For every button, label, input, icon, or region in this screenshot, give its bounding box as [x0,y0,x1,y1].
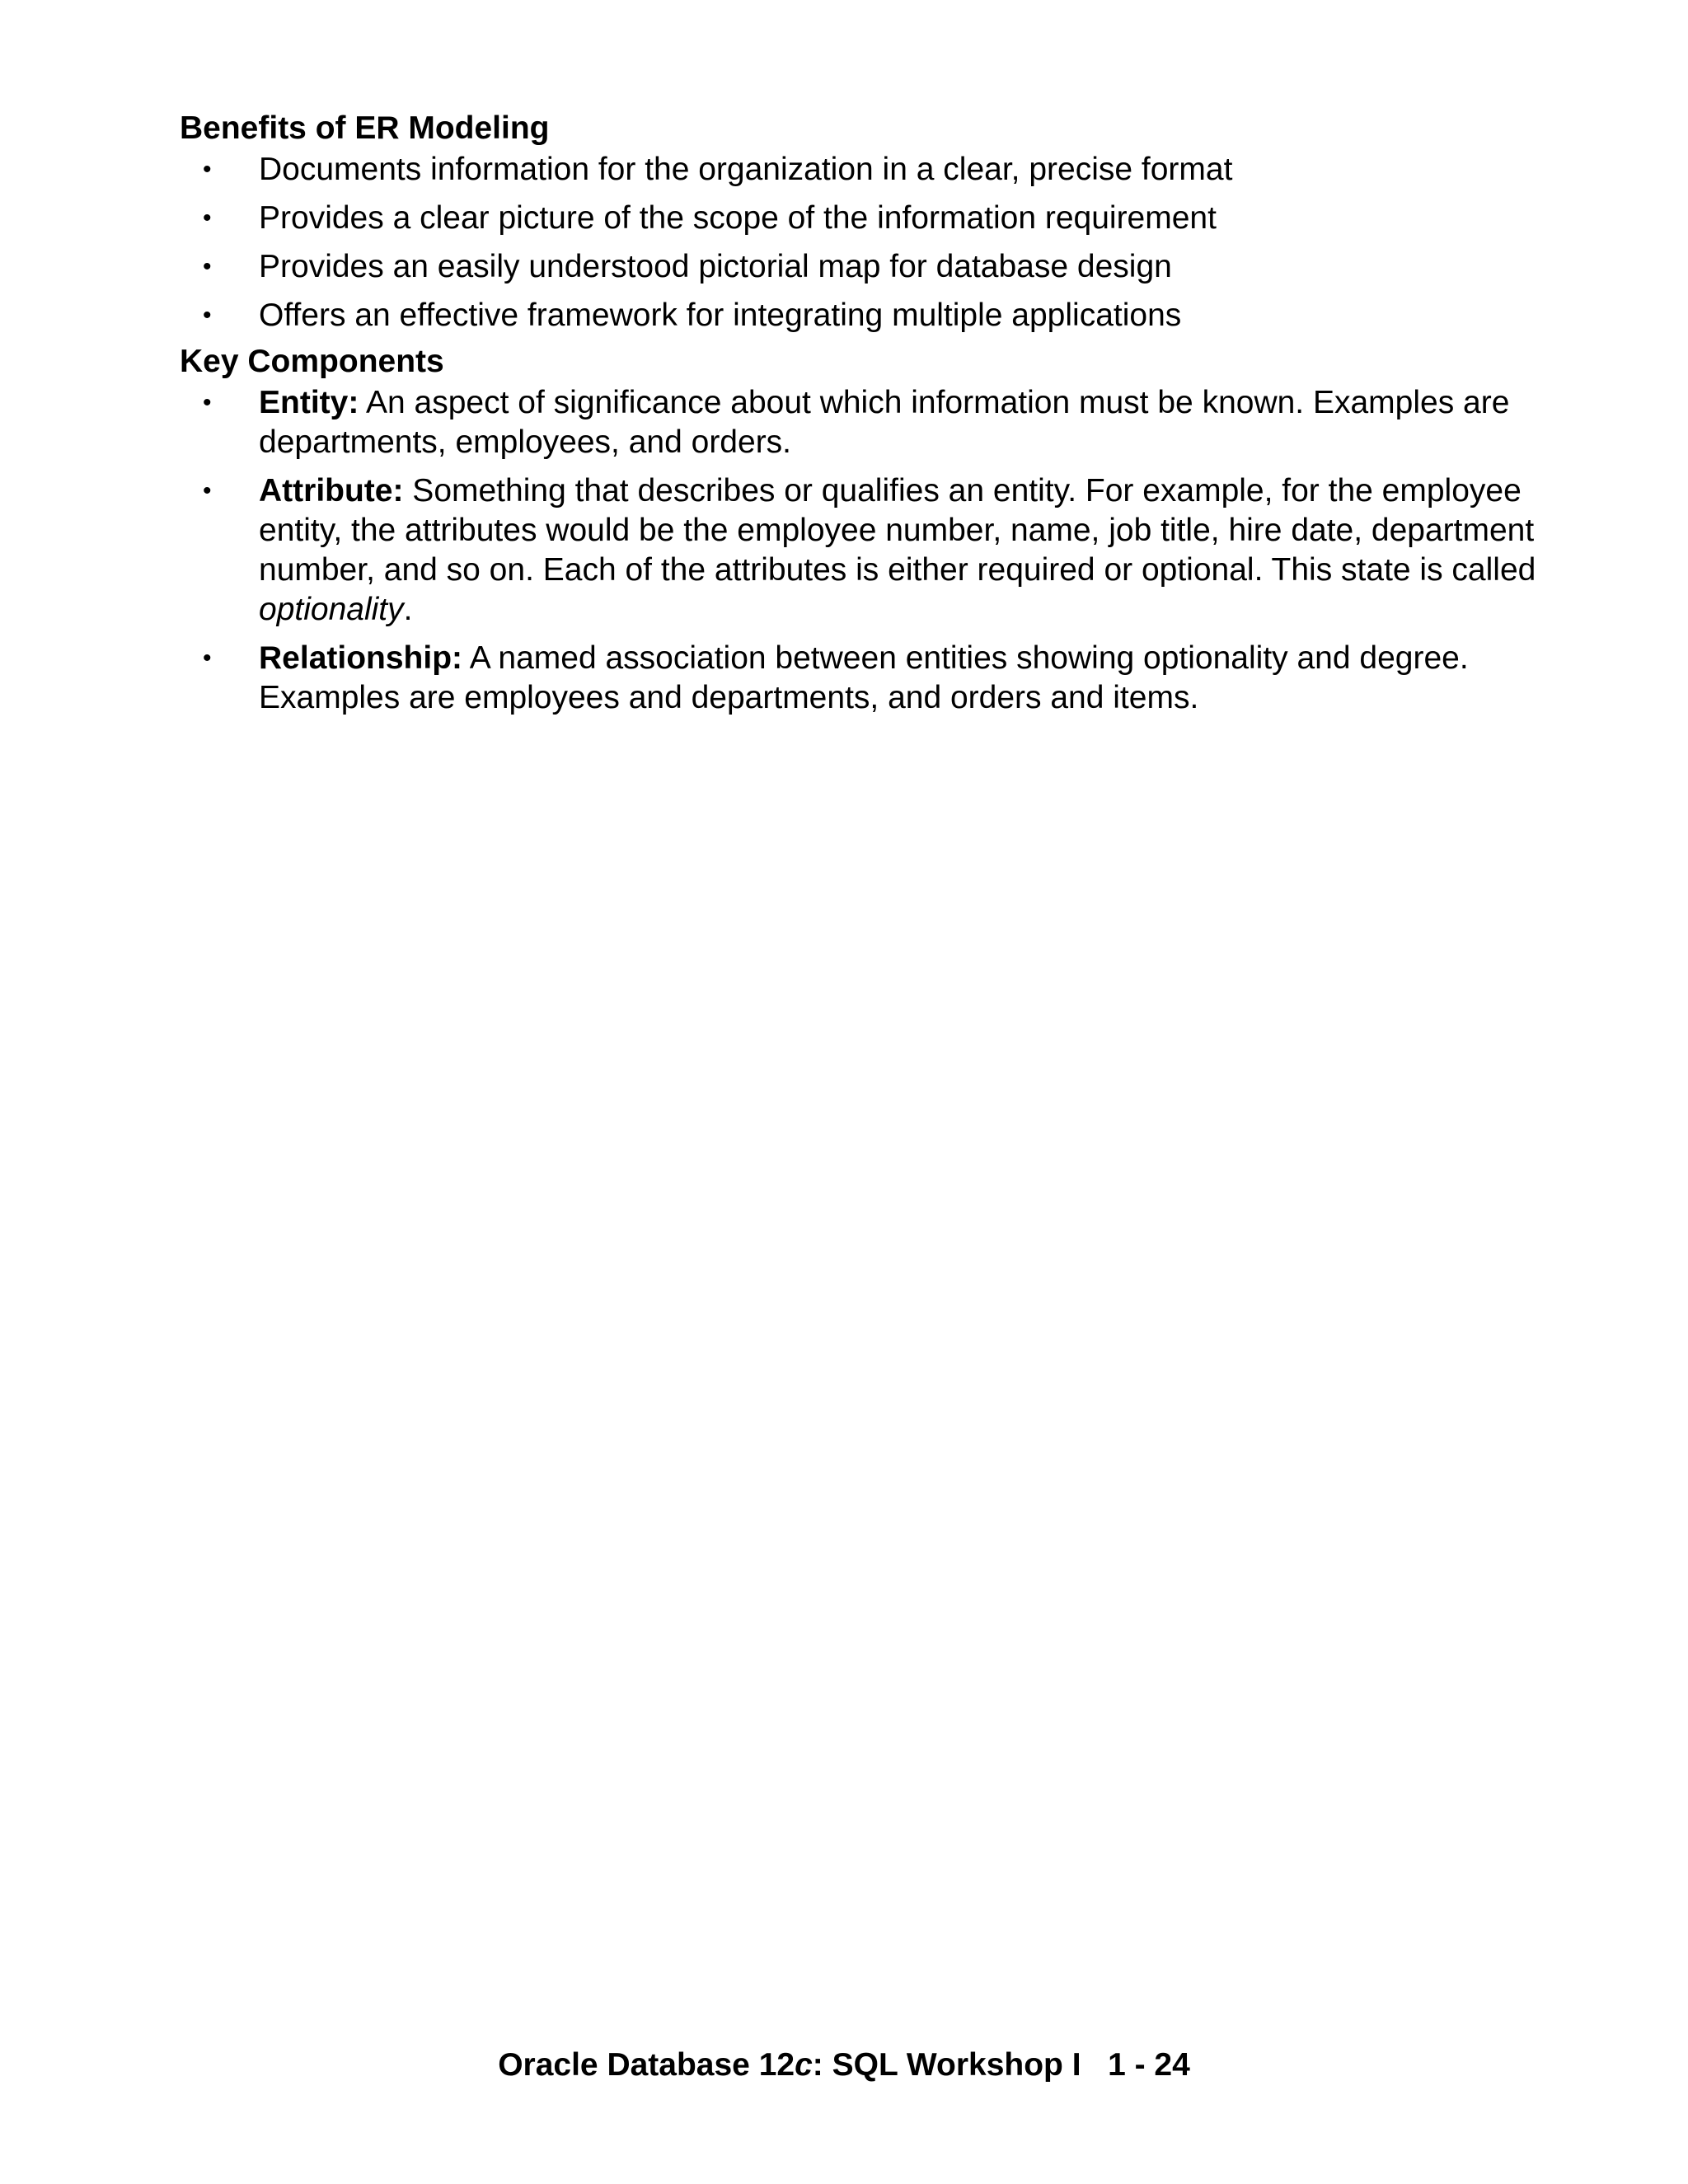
list-item [180,296,1564,335]
page-number: 1 - 24 [1108,2047,1190,2083]
bullet-icon: • [203,302,212,329]
list-item-text: Provides an easily understood pictorial map for database design [259,249,1172,284]
definition-text: An aspect of significance about which information must be known. Examples are departments, employees, and orders. [259,385,1510,460]
list-item-attribute [180,471,1564,630]
benefits-list [180,150,1564,335]
key-components-heading: Key Components [180,344,444,379]
bullet-icon: • [203,644,212,672]
definition-tail: . [403,592,413,627]
footer-title-prefix: Oracle Database 12 [498,2047,795,2083]
term-label: Relationship: [259,640,463,676]
list-item-text: Provides a clear picture of the scope of the information requirement [259,200,1217,236]
list-item [180,150,1564,190]
bullet-icon: • [203,204,212,232]
list-item [180,199,1564,238]
list-item-relationship [180,639,1564,718]
bullet-icon: • [203,253,212,280]
list-item [180,247,1564,287]
list-item-text: Offers an effective framework for integrating multiple applications [259,298,1182,333]
list-item-text: Documents information for the organization in a clear, precise format [259,152,1233,187]
list-item-entity [180,383,1564,462]
components-list [180,383,1564,718]
bullet-icon: • [203,477,212,504]
document-body [180,107,1564,727]
benefits-heading: Benefits of ER Modeling [180,110,550,146]
definition-text: A named association between entities showing optionality and degree. Examples are employees and departments, and orders and items. [259,640,1469,715]
term-label: Attribute: [259,473,404,509]
bullet-icon: • [203,389,212,416]
footer-title-italic: c [795,2047,813,2083]
bullet-icon: • [203,156,212,183]
definition-text: Something that describes or qualifies an entity. For example, for the employee entity, the attributes would be the employee number, name, job title, hire date, department number, and so on. Each of the attributes is either required or optional. This state is called [259,473,1536,588]
term-label: Entity: [259,385,359,420]
page-footer [0,2044,1688,2087]
footer-title-suffix: : SQL Workshop I [812,2047,1081,2083]
emphasis-text: optionality [259,592,404,627]
